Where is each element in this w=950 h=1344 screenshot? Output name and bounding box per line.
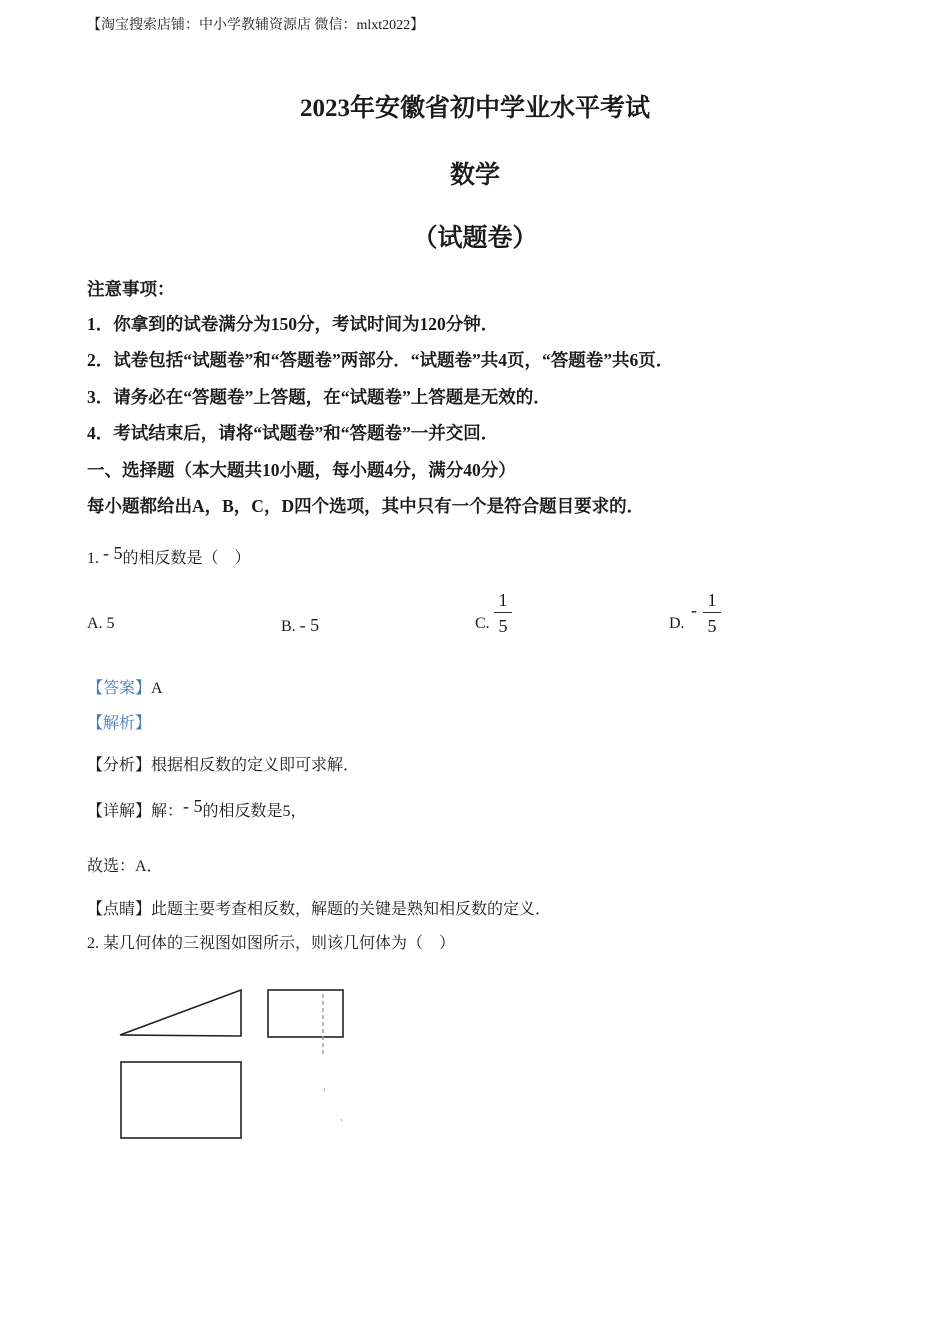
subject-title: 数学: [449, 162, 500, 189]
q1-option-d-label: D.: [669, 615, 685, 632]
q1-comment: 【点睛】此题主要考查相反数，解题的关键是熟知相反数的定义．: [87, 901, 552, 918]
q1-option-d-sign: -: [691, 600, 697, 620]
detail-suffix: 的相反数是5，: [202, 803, 307, 820]
analysis-tag: 【解析】: [87, 715, 152, 732]
source-header: 【淘宝搜索店铺：中小学教辅资源店 微信：mlxt2022】: [87, 18, 425, 33]
answer-value: A: [151, 680, 163, 697]
detail-expression: - 5: [183, 796, 203, 816]
section-instruction: 每小题都给出A，B，C，D四个选项，其中只有一个是符合题目要求的．: [87, 496, 645, 516]
q1-option-c-label: C.: [475, 615, 490, 632]
q1-option-d-fraction: [703, 591, 721, 635]
q1-answer: [87, 675, 163, 698]
scan-mark: [341, 1119, 342, 1121]
section-heading: 一、选择题（本大题共10小题，每小题4分，满分40分）: [87, 460, 516, 480]
notice-heading: 注意事项：: [87, 279, 175, 299]
front-view-triangle: [120, 990, 241, 1036]
notice-item-1: 1．你拿到的试卷满分为150分，考试时间为120分钟．: [87, 314, 499, 334]
q1-option-c-denominator: 5: [498, 616, 508, 636]
q1-fenxi: 【分析】根据相反数的定义即可求解．: [87, 757, 360, 774]
q1-choose: 故选：A．: [87, 858, 163, 875]
scan-mark: [324, 1088, 325, 1091]
q1-option-b-expr: - 5: [299, 615, 320, 635]
q1-option-d-numerator: 1: [707, 590, 717, 610]
q1-number: 1.: [87, 550, 99, 567]
paper-title: （试题卷）: [412, 225, 538, 252]
q1-option-a: A. 5: [87, 615, 115, 632]
answer-tag: 【答案】: [87, 680, 152, 697]
notice-item-3: 3．请务必在“答题卷”上答题，在“试题卷”上答题是无效的．: [87, 387, 551, 407]
three-view-figure: [110, 980, 360, 1150]
q1-detail: [87, 798, 307, 821]
fraction-bar: [703, 612, 721, 613]
exam-title: 2023年安徽省初中学业水平考试: [299, 95, 650, 122]
notice-item-4: 4．考试结束后，请将“试题卷”和“答题卷”一并交回．: [87, 423, 499, 443]
notice-item-2: 2．试卷包括“试题卷”和“答题卷”两部分．“试题卷”共4页，“答题卷”共6页．: [87, 350, 674, 370]
q2-stem: 2. 某几何体的三视图如图所示，则该几何体为（ ）: [87, 935, 456, 952]
side-view-rectangle: [268, 990, 343, 1037]
detail-prefix: 【详解】解：: [87, 803, 184, 820]
q1-option-c-numerator: 1: [498, 590, 508, 610]
q1-option-d-denominator: 5: [707, 616, 717, 636]
fraction-bar: [494, 612, 512, 613]
q1-option-b: [281, 615, 319, 636]
q1-stem: 的相反数是（ ）: [122, 550, 251, 567]
q1-stem-line: [87, 545, 251, 568]
q1-option-b-label: B.: [281, 618, 296, 635]
top-view-rectangle: [121, 1062, 241, 1138]
q1-option-c-fraction: [494, 591, 512, 635]
q1-expression: - 5: [103, 543, 123, 563]
